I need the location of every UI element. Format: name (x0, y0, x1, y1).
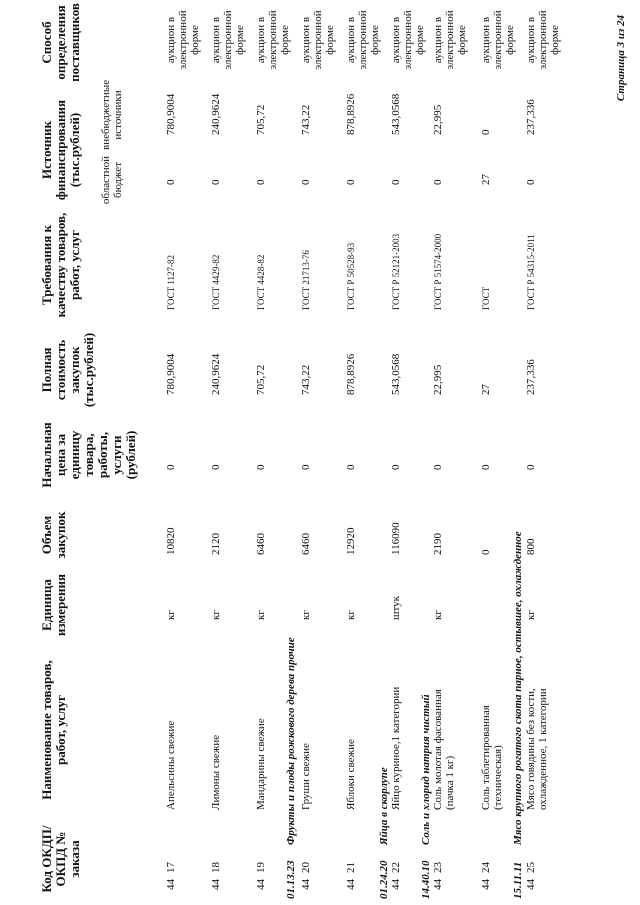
row-requirements: ГОСТ 21713-76 (301, 250, 311, 310)
row-number: 22 (390, 862, 402, 873)
row-regional: 0 (300, 179, 312, 185)
row-price: 0 (255, 464, 267, 470)
row-extra: 743,22 (300, 104, 312, 135)
row-requirements: ГОСТ 1127-82 (166, 254, 176, 310)
row-code: 44 (480, 879, 492, 890)
row-extra: 240,9624 (210, 93, 222, 135)
row-code: 44 (165, 879, 177, 890)
row-requirements: ГОСТ Р 51574-2000 (433, 233, 443, 310)
row-total: 22,995 (432, 364, 444, 395)
row-regional: 0 (165, 179, 177, 185)
row-unit: кг (300, 610, 312, 620)
row-total: 543,0568 (390, 353, 402, 395)
row-total: 27 (480, 384, 492, 395)
row-code: 44 (390, 879, 402, 890)
row-price: 0 (210, 464, 222, 470)
row-number: 25 (525, 862, 537, 873)
row-name: Груши свежие (300, 743, 312, 810)
category-name: Яйца в скорлупе (378, 767, 390, 845)
category-name: Фрукты и плоды рожкового дерева прочие (285, 637, 297, 845)
row-requirements: ГОСТ Р 50528-93 (346, 242, 356, 310)
row-regional: 0 (390, 179, 402, 185)
row-volume: 10820 (165, 527, 177, 555)
row-extra: 780,9004 (165, 93, 177, 135)
row-unit: кг (432, 610, 444, 620)
row-number: 19 (255, 862, 267, 873)
row-unit: кг (165, 610, 177, 620)
category-code: 01.24.20 (378, 860, 390, 899)
category-name: Мясо крупного рогатого скота парное, остывшее, охлажденное (512, 531, 524, 845)
header-unit: Единица измерения (39, 573, 68, 637)
row-volume: 6460 (255, 533, 267, 555)
row-requirements: ГОСТ Р 54315-2011 (526, 234, 536, 310)
header-funding-regional: областной бюджет (100, 155, 124, 205)
row-method: аукцион в электронной форме (300, 10, 336, 70)
row-number: 17 (165, 862, 177, 873)
row-method: аукцион в электронной форме (480, 10, 516, 70)
row-method: аукцион в электронной форме (255, 10, 291, 70)
row-regional: 0 (210, 179, 222, 185)
row-code: 44 (210, 879, 222, 890)
row-total: 878,8926 (345, 353, 357, 395)
row-extra: 22,995 (432, 104, 444, 135)
row-method: аукцион в электронной форме (432, 10, 468, 70)
row-number: 18 (210, 862, 222, 873)
row-code: 44 (525, 879, 537, 890)
row-volume: 12920 (345, 527, 357, 555)
row-total: 705,72 (255, 364, 267, 395)
row-volume: 116090 (390, 522, 402, 555)
row-extra: 705,72 (255, 104, 267, 135)
row-price: 0 (165, 464, 177, 470)
row-volume: 800 (525, 538, 537, 555)
row-method: аукцион в электронной форме (345, 10, 381, 70)
header-price: Начальная цена за единицу товара, работы, услуги (рублей) (39, 422, 138, 488)
row-code: 44 (300, 879, 312, 890)
row-volume: 6460 (300, 533, 312, 555)
header-code: Код ОКДП/ ОКПД № заказа (39, 825, 82, 893)
row-unit: кг (525, 610, 537, 620)
row-code: 44 (432, 879, 444, 890)
row-volume: 2120 (210, 533, 222, 555)
row-name: Соль таблетированная (техническая) (480, 705, 504, 810)
row-unit: кг (255, 610, 267, 620)
header-volume: Объем закупок (39, 511, 68, 559)
row-price: 0 (345, 464, 357, 470)
row-method: аукцион в электронной форме (165, 10, 201, 70)
row-method: аукцион в электронной форме (390, 10, 426, 70)
row-extra: 0 (480, 129, 492, 135)
row-price: 0 (300, 464, 312, 470)
header-funding: Источник финансирования (тыс.рублей) (39, 99, 82, 201)
row-name: Лимоны свежие (210, 734, 222, 810)
row-requirements: ГОСТ (481, 286, 491, 310)
category-code: 15.11.11 (512, 861, 524, 899)
row-price: 0 (480, 464, 492, 470)
row-name: Мясо говядины без кости, охлажденное, 1 категории (525, 688, 549, 810)
header-requirements: Требования к качеству товаров, работ, услуг (39, 212, 82, 318)
page-footer: Страница 3 из 24 (615, 15, 627, 102)
row-regional: 27 (480, 174, 492, 185)
row-regional: 0 (432, 179, 444, 185)
row-total: 780,9004 (165, 353, 177, 395)
row-price: 0 (432, 464, 444, 470)
category-code: 14.40.10 (420, 860, 432, 899)
row-number: 21 (345, 862, 357, 873)
row-name: Соль молотая фасованная (пачка 1 кг) (432, 689, 456, 810)
row-name: Яйцо куриное,1 категории (390, 686, 402, 810)
row-method: аукцион в электронной форме (525, 10, 561, 70)
row-number: 24 (480, 862, 492, 873)
row-requirements: ГОСТ Р 52121-2003 (391, 233, 401, 310)
row-volume: 0 (480, 549, 492, 555)
row-volume: 2190 (432, 533, 444, 555)
row-name: Мандарины свежие (255, 718, 267, 810)
row-code: 44 (345, 879, 357, 890)
category-code: 01.13.23 (285, 860, 297, 899)
row-code: 44 (255, 879, 267, 890)
category-name: Соль и хлорид натрия чистый (420, 694, 432, 845)
row-extra: 237,336 (525, 99, 537, 135)
row-requirements: ГОСТ 4428-82 (256, 254, 266, 310)
row-regional: 0 (345, 179, 357, 185)
header-method: Способ определения поставщиков (39, 3, 82, 82)
row-total: 240,9624 (210, 353, 222, 395)
header-funding-extra: внебюджетные источники (100, 79, 124, 150)
row-name: Апельсины свежие (165, 720, 177, 810)
row-unit: кг (210, 610, 222, 620)
row-price: 0 (525, 464, 537, 470)
row-method: аукцион в электронной форме (210, 10, 246, 70)
row-price: 0 (390, 464, 402, 470)
row-unit: штук (390, 596, 402, 620)
row-regional: 0 (255, 179, 267, 185)
row-extra: 878,8926 (345, 93, 357, 135)
row-requirements: ГОСТ 4429-82 (211, 254, 221, 310)
header-total: Полная стоимость закупок (тыс.рублей) (39, 332, 96, 408)
row-unit: кг (345, 610, 357, 620)
row-number: 20 (300, 862, 312, 873)
row-total: 743,22 (300, 364, 312, 395)
row-regional: 0 (525, 179, 537, 185)
row-number: 23 (432, 862, 444, 873)
row-name: Яблоки свежие (345, 739, 357, 810)
row-extra: 543,0568 (390, 93, 402, 135)
row-total: 237,336 (525, 359, 537, 395)
header-name: Наименование товаров, работ, услуг (39, 660, 68, 800)
